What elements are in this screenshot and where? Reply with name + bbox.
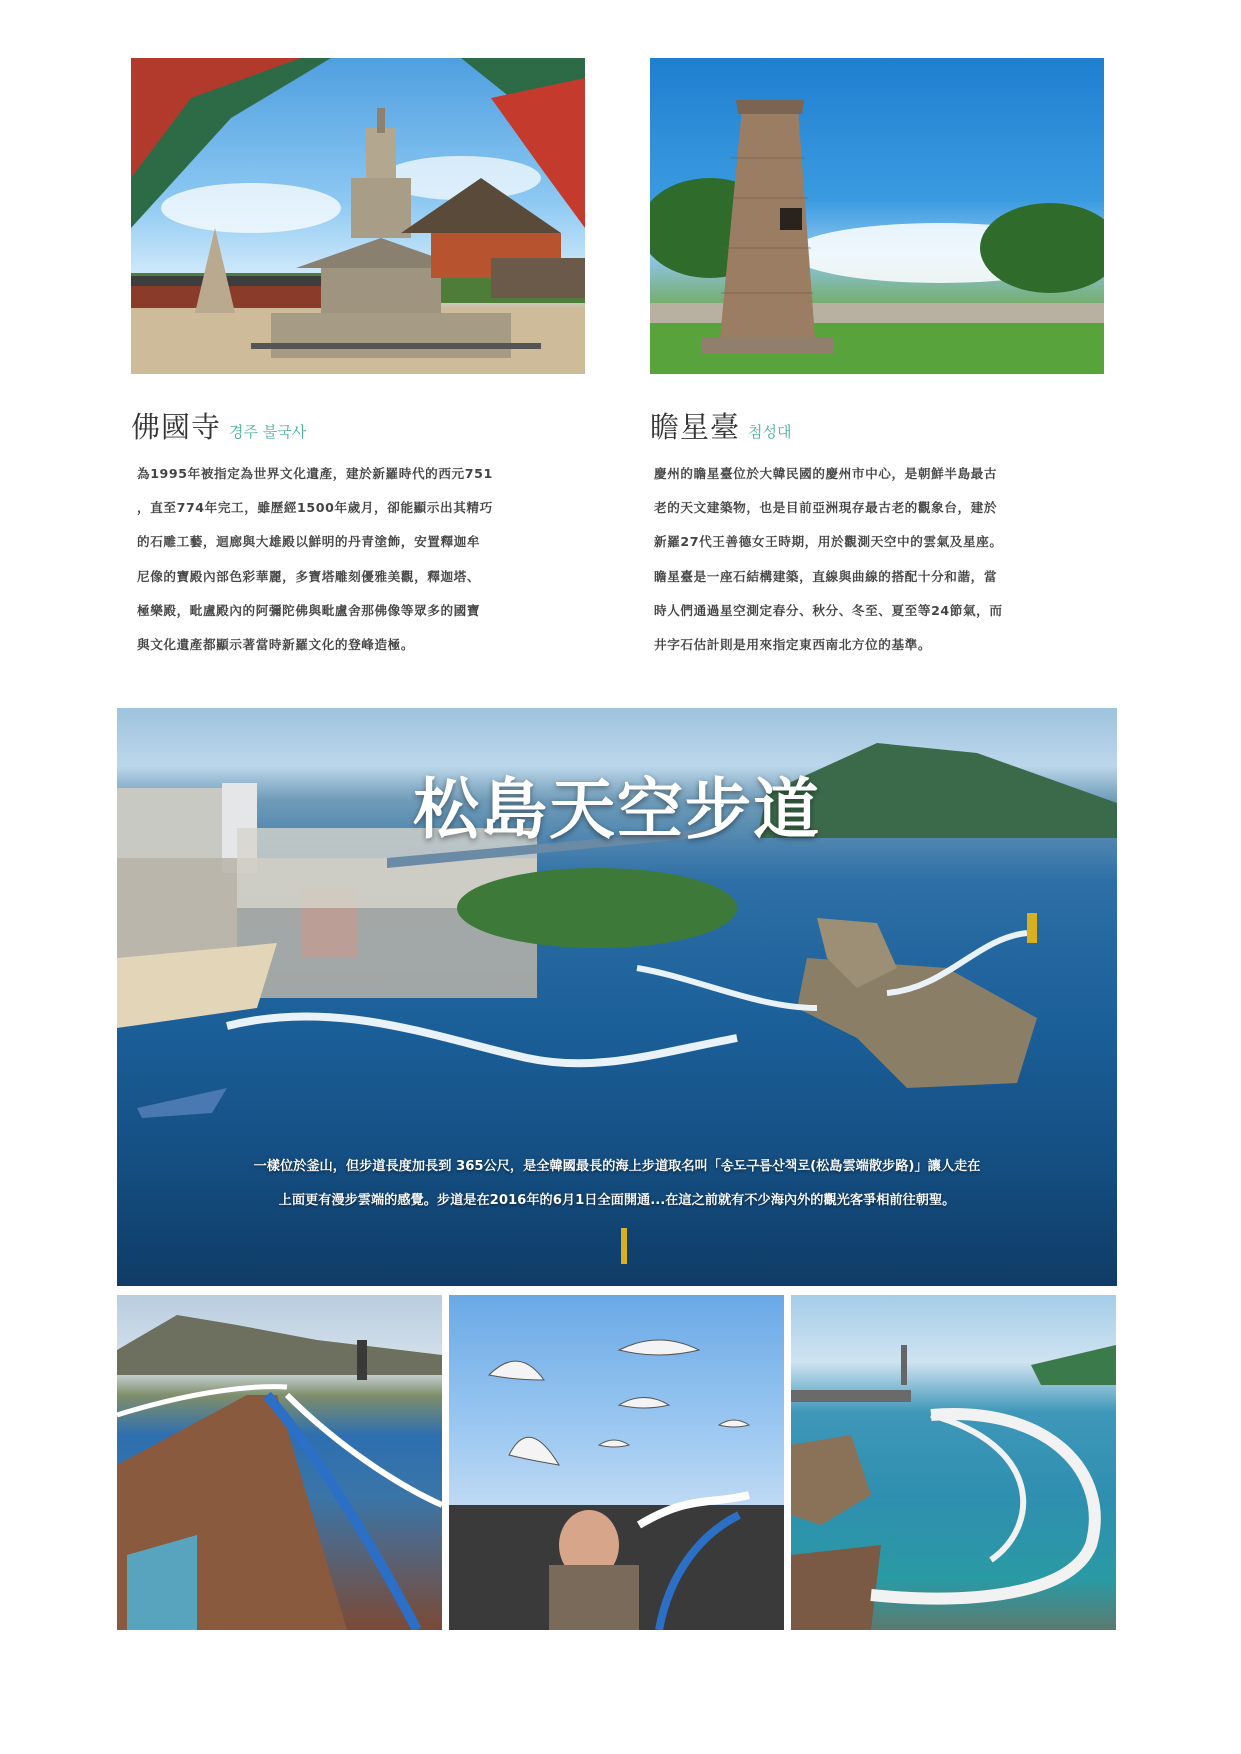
skywalk-aerial-illustration xyxy=(791,1295,1116,1630)
cheomseongdae-title: 瞻星臺 xyxy=(650,410,741,444)
bulguksa-title: 佛國寺 xyxy=(131,410,222,444)
bulguksa-line: ，直至774年完工，雖歷經1500年歲月，卻能顯示出其精巧 xyxy=(137,500,493,516)
bulguksa-line: 尼像的寶殿內部色彩華麗，多寶塔雕刻優雅美觀，釋迦塔、 xyxy=(137,568,481,584)
cheomseongdae-line: 新羅27代王善德女王時期，用於觀測天空中的雲氣及星座。 xyxy=(654,534,1003,550)
cheomseongdae-line: 老的天文建築物，也是目前亞洲現存最古老的觀象台，建於 xyxy=(654,500,998,516)
skywalk-aerial-photo xyxy=(791,1295,1116,1630)
bulguksa-subtitle: 경주 불국사 xyxy=(229,423,307,441)
songdo-description xyxy=(117,1150,1117,1218)
cheomseongdae-line: 瞻星臺是一座石結構建築，直線與曲線的搭配十分和諧，當 xyxy=(654,568,998,584)
seagulls-illustration xyxy=(449,1295,784,1630)
bulguksa-illustration xyxy=(131,58,585,374)
bulguksa-line: 與文化遺產都顯示著當時新羅文化的登峰造極。 xyxy=(137,637,415,653)
songdo-line: 一樣位於釜山，但步道長度加長到 365公尺，是全韓國最長的海上步道取名叫「송도구름산책로(松島雲端散步路)」讓人走在 xyxy=(253,1159,981,1174)
skywalk-deck-photo xyxy=(117,1295,442,1630)
songdo-line: 上面更有漫步雲端的感覺。步道是在2016年的6月1日全面開通...在這之前就有不少海內外的觀光客爭相前往朝聖。 xyxy=(278,1193,956,1208)
cheomseongdae-subtitle: 첨성대 xyxy=(748,423,792,441)
cheomseongdae-heading xyxy=(650,405,792,445)
cheomseongdae-illustration xyxy=(650,58,1104,374)
cheomseongdae-line: 井字石估計則是用來指定東西南北方位的基準。 xyxy=(654,637,932,653)
songdo-skywalk-photo xyxy=(117,708,1117,1286)
bulguksa-photo xyxy=(131,58,585,374)
bulguksa-heading xyxy=(131,405,306,445)
skywalk-deck-illustration xyxy=(117,1295,442,1630)
bulguksa-line: 為1995年被指定為世界文化遺產，建於新羅時代的西元751 xyxy=(137,466,493,481)
cheomseongdae-line: 時人們通過星空測定春分、秋分、冬至、夏至等24節氣，而 xyxy=(654,602,1003,618)
bulguksa-description xyxy=(137,457,493,662)
cheomseongdae-line: 慶州的瞻星臺位於大韓民國的慶州市中心，是朝鮮半島最古 xyxy=(654,466,998,481)
cheomseongdae-photo xyxy=(650,58,1104,374)
seagulls-photo xyxy=(449,1295,784,1630)
songdo-title: 松島天空步道 xyxy=(413,771,821,848)
cheomseongdae-description xyxy=(654,457,1003,662)
bulguksa-line: 極樂殿，毗盧殿內的阿彌陀佛與毗盧舍那佛像等眾多的國寶 xyxy=(137,602,481,618)
bulguksa-line: 的石雕工藝，迴廊與大雄殿以鮮明的丹青塗飾，安置釋迦牟 xyxy=(137,534,481,550)
